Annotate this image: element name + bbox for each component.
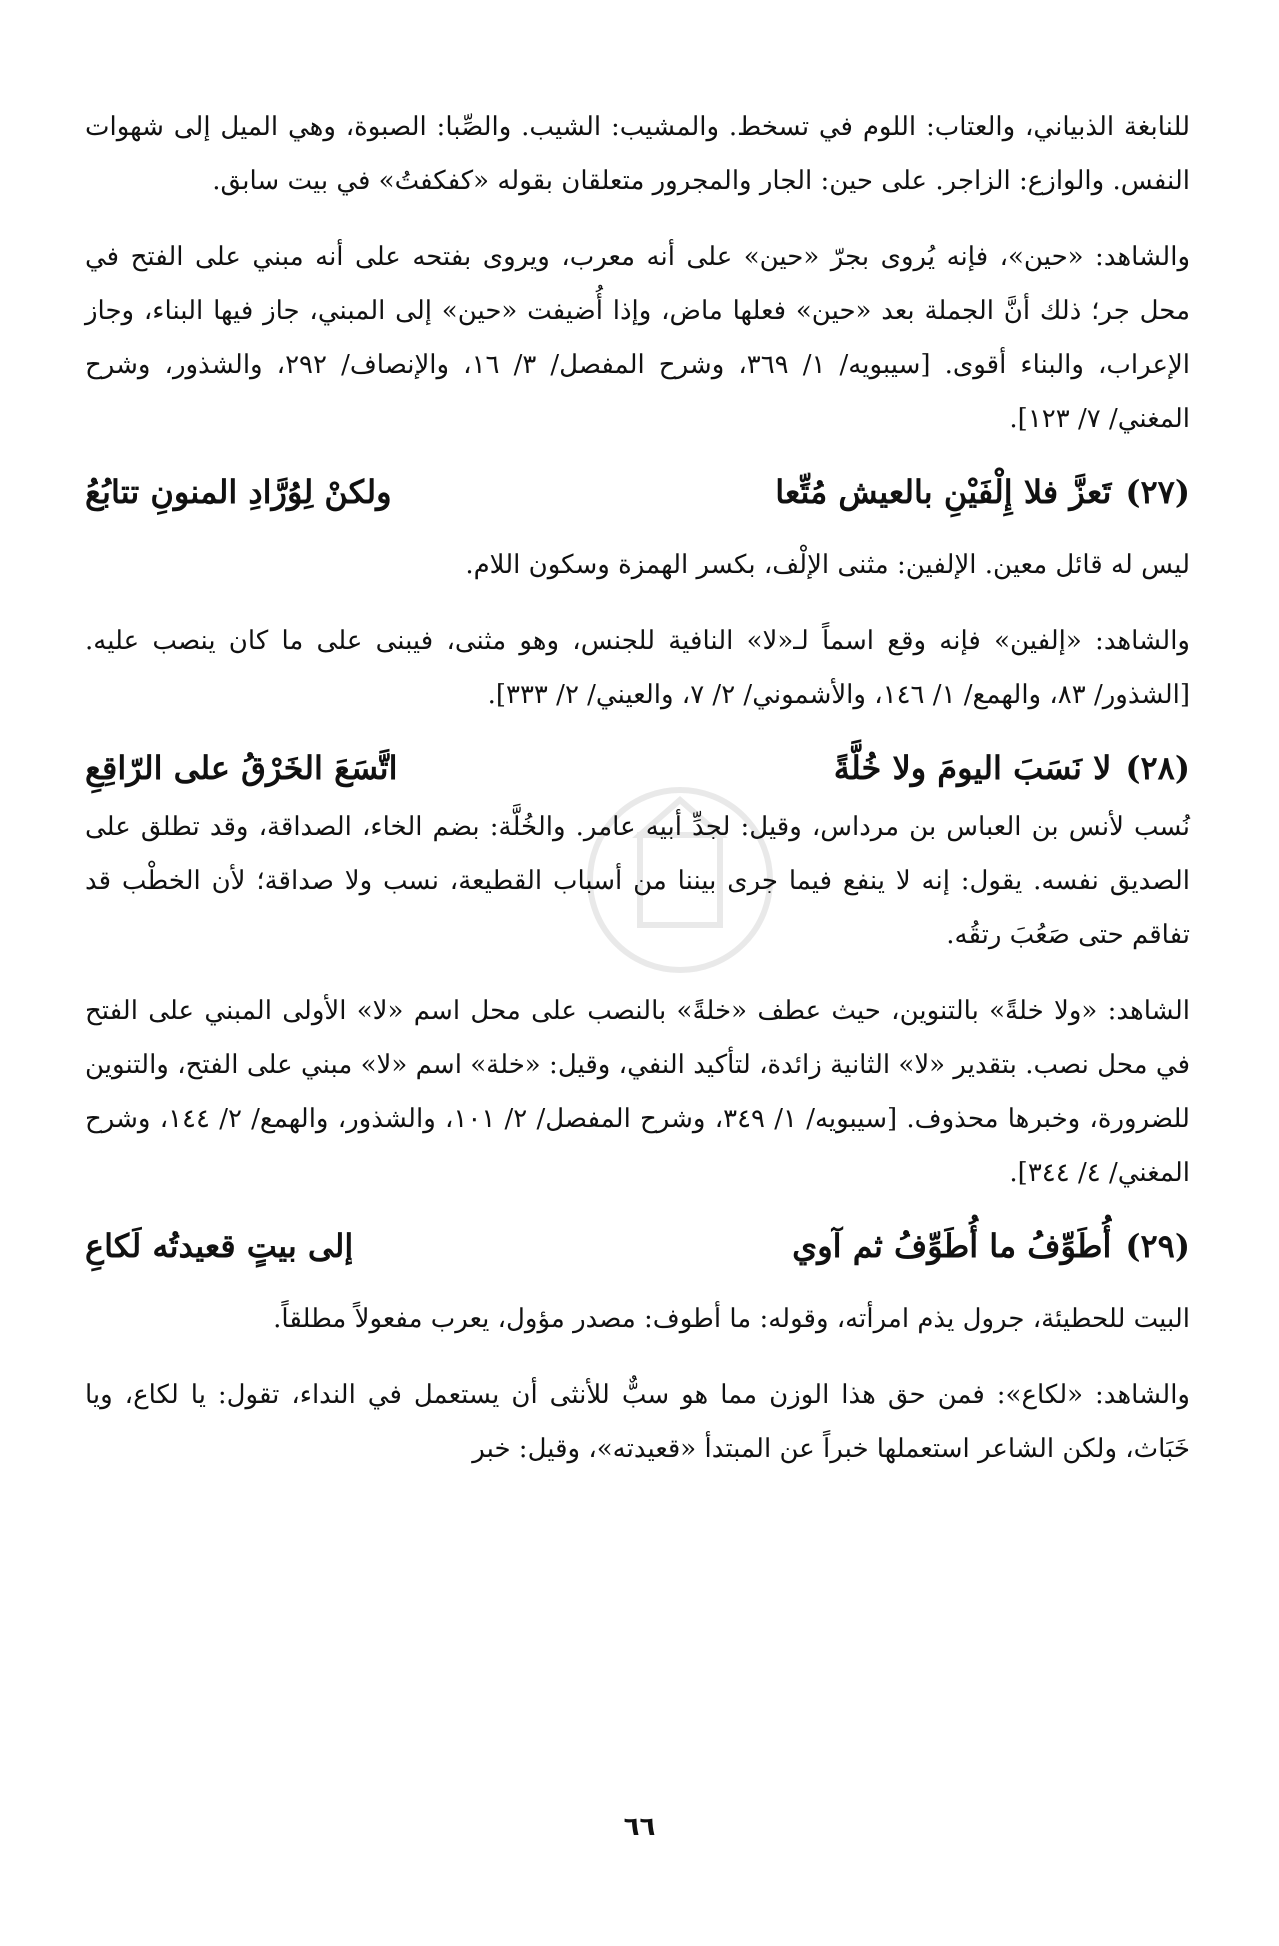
paragraph: والشاهد: «لكاع»: فمن حق هذا الوزن مما هو سبٌّ للأنثى أن يستعمل في النداء، تقول: يا لكاع، ويا خَبَاث، ولكن الشاعر استعملها خبراً عن المبتدأ «قعيدته»، وقيل: خبر [85,1380,1190,1464]
verse-28 [85,738,1190,798]
paragraph: ليس له قائل معين. الإلفين: مثنى الإلْف، بكسر الهمزة وسكون اللام. [465,550,1190,580]
page-number: ٦٦ [623,1812,656,1842]
verse-hemistich-2: إلى بيتٍ قعيدتُه لَكاعِ [85,1227,354,1265]
verse-number: (٢٧) [1125,473,1190,511]
paragraph: البيت للحطيئة، جرول يذم امرأته، وقوله: ما أطوف: مصدر مؤول، يعرب مفعولاً مطلقاً. [273,1304,1190,1334]
paragraph: والشاهد: «إلفين» فإنه وقع اسماً لـ«لا» النافية للجنس، وهو مثنى، فيبنى على ما كان ينصب عليه. [الشذور/ ٨٣، والهمع/ ١/ ١٤٦، والأشموني/ ٢/ ٧، والعيني/ ٢/ ٣٣٣]. [85,626,1190,710]
verse-hemistich-2: اتَّسَعَ الخَرْقُ على الرّاقِعِ [85,749,398,787]
page-body [85,100,1190,1476]
paragraph: للنابغة الذبياني، والعتاب: اللوم في تسخط. والمشيب: الشيب. والصِّبا: الصبوة، وهي الميل إلى شهوات النفس. والوازع: الزاجر. على حين: الجار والمجرور متعلقان بقوله «كفكفتُ» في بيت سابق. [85,112,1190,196]
paragraph: والشاهد: «حين»، فإنه يُروى بجرّ «حين» على أنه معرب، ويروى بفتحه على أنه مبني على الفتح في محل جر؛ ذلك أنَّ الجملة بعد «حين» فعلها ماض، وإذا أُضيفت «حين» إلى المبني، جاز فيها البناء، وجاز الإعراب، والبناء أقوى. [سيبويه/ ١/ ٣٦٩، وشرح المفصل/ ٣/ ١٦، والإنصاف/ ٢٩٢، والشذور، وشرح المغني/ ٧/ ١٢٣]. [85,242,1191,434]
verse-29 [85,1216,1190,1276]
verse-hemistich-2: ولكنْ لِوُرَّادِ المنونِ تتابُعُ [85,473,392,511]
verse-hemistich-1: تَعزَّ فلا إِلْفَيْنِ بالعيش مُتِّعا [775,473,1112,511]
verse-hemistich-1: لا نَسَبَ اليومَ ولا خُلَّةً [833,749,1112,787]
verse-number: (٢٨) [1125,749,1190,787]
verse-27 [85,462,1190,522]
verse-hemistich-1: أُطَوِّفُ ما أُطَوِّفُ ثم آوي [792,1227,1112,1265]
verse-number: (٢٩) [1125,1227,1190,1265]
paragraph: الشاهد: «ولا خلةً» بالتنوين، حيث عطف «خلةً» بالنصب على محل اسم «لا» الأولى المبني على الفتح في محل نصب. بتقدير «لا» الثانية زائدة، لتأكيد النفي، وقيل: «خلة» اسم «لا» مبني على الفتح، والتنوين للضرورة، وخبرها محذوف. [سيبويه/ ١/ ٣٤٩، وشرح المفصل/ ٢/ ١٠١، والشذور، والهمع/ ٢/ ١٤٤، وشرح المغني/ ٤/ ٣٤٤]. [85,996,1190,1188]
paragraph: نُسب لأنس بن العباس بن مرداس، وقيل: لجدِّ أبيه عامر. والخُلَّة: بضم الخاء، الصداقة، وقد تطلق على الصديق نفسه. يقول: إنه لا ينفع فيما جرى بيننا من أسباب القطيعة، نسب ولا صداقة؛ لأن الخطْب قد تفاقم حتى صَعُبَ رتقُه. [85,812,1190,950]
